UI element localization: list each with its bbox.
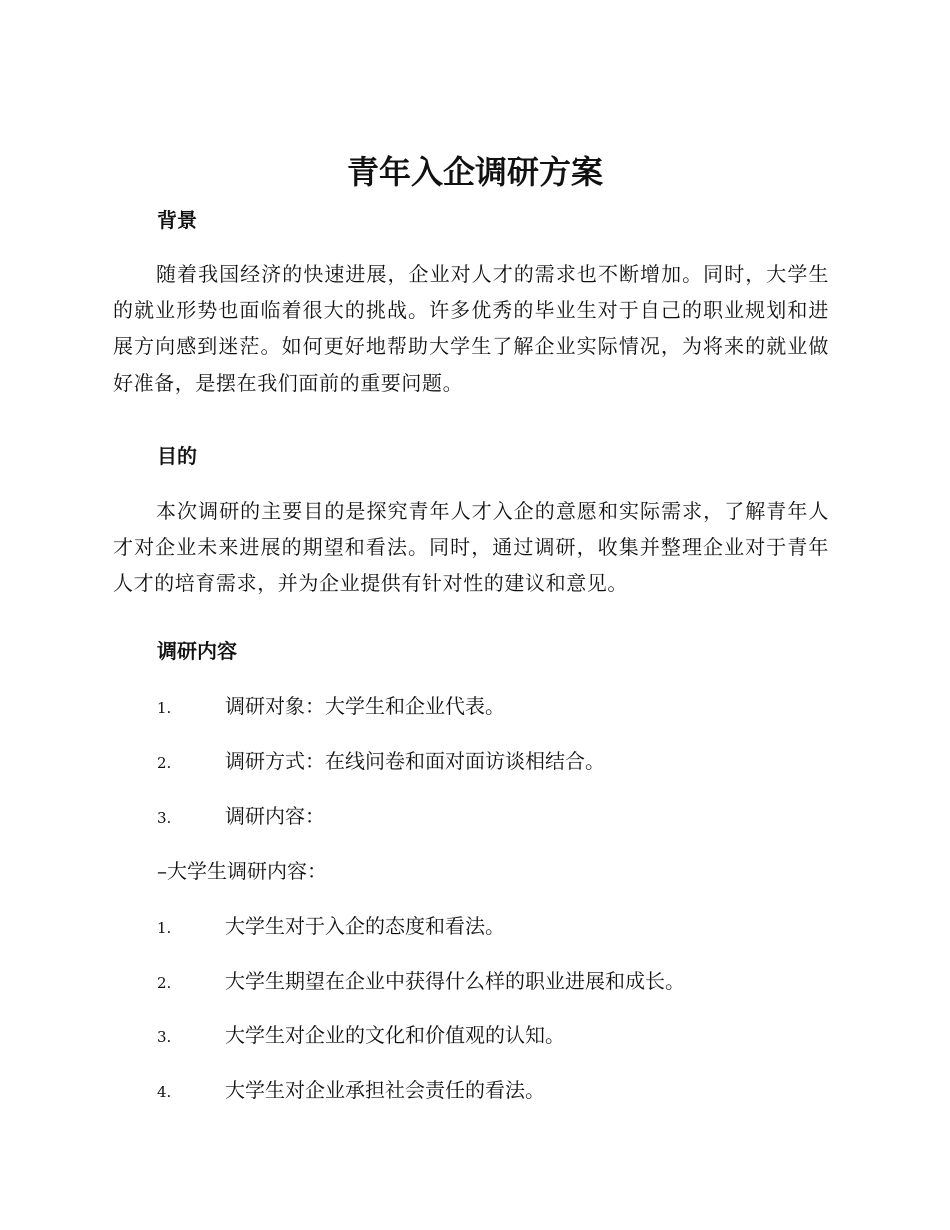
section-heading-content: 调研内容: [157, 639, 237, 663]
list-item-number: 2.: [157, 974, 172, 992]
list-item-number: 1.: [157, 919, 172, 937]
purpose-paragraph: 本次调研的主要目的是探究青年人才入企的意愿和实际需求，了解青年人才对企业未来进展的期望和看法。同时，通过调研，收集并整理企业对于青年人才的培育需求，并为企业提供有针对性的建议和意见。: [113, 499, 829, 596]
list-item-text: 大学生对企业的文化和价值观的认知。: [225, 1023, 565, 1047]
list-item-number: 4.: [157, 1083, 172, 1101]
list-item-text: 大学生对于入企的态度和看法。: [225, 914, 505, 938]
list-item: [157, 747, 605, 777]
section-heading-purpose: 目的: [157, 444, 197, 468]
section-heading-background: 背景: [157, 208, 197, 232]
list-item-text: 大学生期望在企业中获得什么样的职业进展和成长。: [225, 969, 685, 993]
list-item-number: 3.: [157, 809, 172, 827]
list-item-number: 3.: [157, 1028, 172, 1046]
list-item-text: 调研方式：在线问卷和面对面访谈相结合。: [225, 749, 605, 773]
sub-heading: –大学生调研内容：: [157, 859, 327, 883]
list-item: [157, 1076, 545, 1106]
page-title: 青年入企调研方案: [346, 153, 603, 191]
list-item: [157, 692, 505, 722]
background-paragraph: 随着我国经济的快速进展，企业对人才的需求也不断增加。同时，大学生的就业形势也面临着很大的挑战。许多优秀的毕业生对于自己的职业规划和进展方向感到迷茫。如何更好地帮助大学生了解企业实际情况，为将来的就业做好准备，是摆在我们面前的重要问题。: [113, 262, 829, 395]
list-item: [157, 1021, 565, 1051]
list-item-text: 大学生对企业承担社会责任的看法。: [225, 1078, 545, 1102]
list-item-text: 调研对象：大学生和企业代表。: [225, 694, 505, 718]
list-item-number: 1.: [157, 699, 172, 717]
list-item: [157, 967, 685, 997]
list-item-text: 调研内容：: [225, 804, 325, 828]
list-item: [157, 912, 505, 942]
list-item-number: 2.: [157, 754, 172, 772]
list-item: [157, 802, 325, 832]
